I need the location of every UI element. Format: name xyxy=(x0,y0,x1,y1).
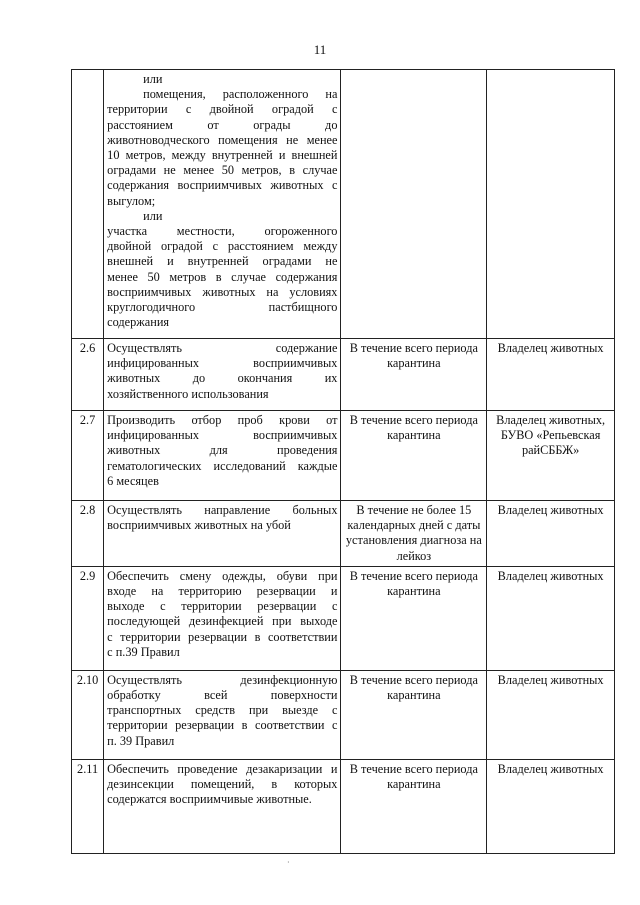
responsible-party: Владелец животных xyxy=(487,566,615,670)
measure-term: В течение всего периода карантина xyxy=(341,339,487,411)
description-line: гематологических исследований каждые xyxy=(107,458,338,473)
measure-term: В течение всего периода карантина xyxy=(341,670,487,759)
responsible-party xyxy=(487,70,615,339)
description-line: входе на территорию резервации и xyxy=(107,584,338,599)
description-line: животных до окончания их xyxy=(107,371,338,386)
description-line: восприимчивых животных на условиях xyxy=(107,284,338,299)
row-number xyxy=(72,70,104,339)
description-line: с территории резервации в соответствии xyxy=(107,629,338,644)
measure-description xyxy=(104,411,341,501)
responsible-party: Владелец животных xyxy=(487,670,615,759)
description-line: транспортных средств при выезде с xyxy=(107,703,338,718)
row-number: 2.7 xyxy=(72,411,104,501)
description-line: Обеспечить проведение дезакаризации и xyxy=(107,761,338,776)
description-line: п. 39 Правил xyxy=(107,733,175,748)
description-line: или xyxy=(143,72,163,86)
table-row xyxy=(72,339,615,411)
measure-description xyxy=(104,70,341,339)
measure-description xyxy=(104,759,341,853)
measures-table xyxy=(71,69,615,854)
description-line: Осуществлять дезинфекционную xyxy=(107,672,338,687)
description-line: инфицированных восприимчивых xyxy=(107,428,338,443)
description-line: территории резервации в соответствии с xyxy=(107,718,338,733)
row-number: 2.6 xyxy=(72,339,104,411)
description-line: восприимчивых животных на убой xyxy=(107,518,291,533)
description-line: Производить отбор проб крови от xyxy=(107,413,338,427)
description-line: расстоянием от ограды до xyxy=(107,117,338,132)
description-line: Осуществлять направление больных xyxy=(107,503,338,517)
description-line: менее 50 метров в случае содержания xyxy=(107,269,338,284)
description-line: животноводческого помещения не менее xyxy=(107,132,338,147)
description-line: Осуществлять содержание xyxy=(107,341,338,355)
description-line: оградами не менее 50 метров, в случае xyxy=(107,163,338,178)
measure-term: В течение не более 15 календарных дней с даты установления диагноза на лейкоз xyxy=(341,501,487,567)
measure-term xyxy=(341,70,487,339)
measure-term: В течение всего периода карантина xyxy=(341,411,487,501)
measure-description xyxy=(104,670,341,759)
table-row xyxy=(72,759,615,853)
responsible-party: Владелец животных xyxy=(487,501,615,567)
table-row xyxy=(72,501,615,567)
responsible-party: Владелец животных xyxy=(487,759,615,853)
row-number: 2.11 xyxy=(72,759,104,853)
description-line: дезинсекции помещений, в которых xyxy=(107,777,338,792)
description-line: территории с двойной оградой с xyxy=(107,102,338,117)
description-line: внешней и внутренней оградами не xyxy=(107,254,338,269)
description-line: содержатся восприимчивые животные. xyxy=(107,792,312,807)
description-line: выгулом; xyxy=(107,193,156,208)
responsible-party: Владелец животных xyxy=(487,339,615,411)
table-row xyxy=(72,411,615,501)
description-line: с п.39 Правил xyxy=(107,644,180,659)
row-number: 2.8 xyxy=(72,501,104,567)
description-line: участка местности, огороженного xyxy=(107,224,338,239)
description-line: 6 месяцев xyxy=(107,473,159,488)
measure-term: В течение всего периода карантина xyxy=(341,566,487,670)
description-line: круглогодичного пастбищного xyxy=(107,300,338,315)
description-line: Обеспечить смену одежды, обуви при xyxy=(107,568,338,583)
description-line: или xyxy=(143,208,163,223)
measure-description xyxy=(104,501,341,567)
description-line: помещения, расположенного на xyxy=(143,87,338,102)
description-line: инфицированных восприимчивых xyxy=(107,356,338,371)
table-row xyxy=(72,670,615,759)
table-row xyxy=(72,70,615,339)
description-line: двойной оградой с расстоянием между xyxy=(107,239,338,254)
responsible-party: Владелец животных, БУВО «Репьевская райСББЖ» xyxy=(487,411,615,501)
measure-term: В течение всего периода карантина xyxy=(341,759,487,853)
row-number: 2.9 xyxy=(72,566,104,670)
description-line: выходе с территории резервации с xyxy=(107,599,338,614)
measure-description xyxy=(104,339,341,411)
description-line: содержания xyxy=(107,315,170,330)
description-line: обработку всей поверхности xyxy=(107,688,338,703)
description-line: последующей дезинфекцией при выходе xyxy=(107,614,338,629)
description-line: содержания восприимчивых животных с xyxy=(107,178,338,193)
row-number: 2.10 xyxy=(72,670,104,759)
description-line: 10 метров, между внутренней и внешней xyxy=(107,148,338,163)
scan-dot: · xyxy=(287,858,290,867)
measure-description xyxy=(104,566,341,670)
page-number: 11 xyxy=(313,42,327,57)
description-line: хозяйственного использования xyxy=(107,386,269,401)
description-line: животных для проведения xyxy=(107,443,338,458)
table-row xyxy=(72,566,615,670)
